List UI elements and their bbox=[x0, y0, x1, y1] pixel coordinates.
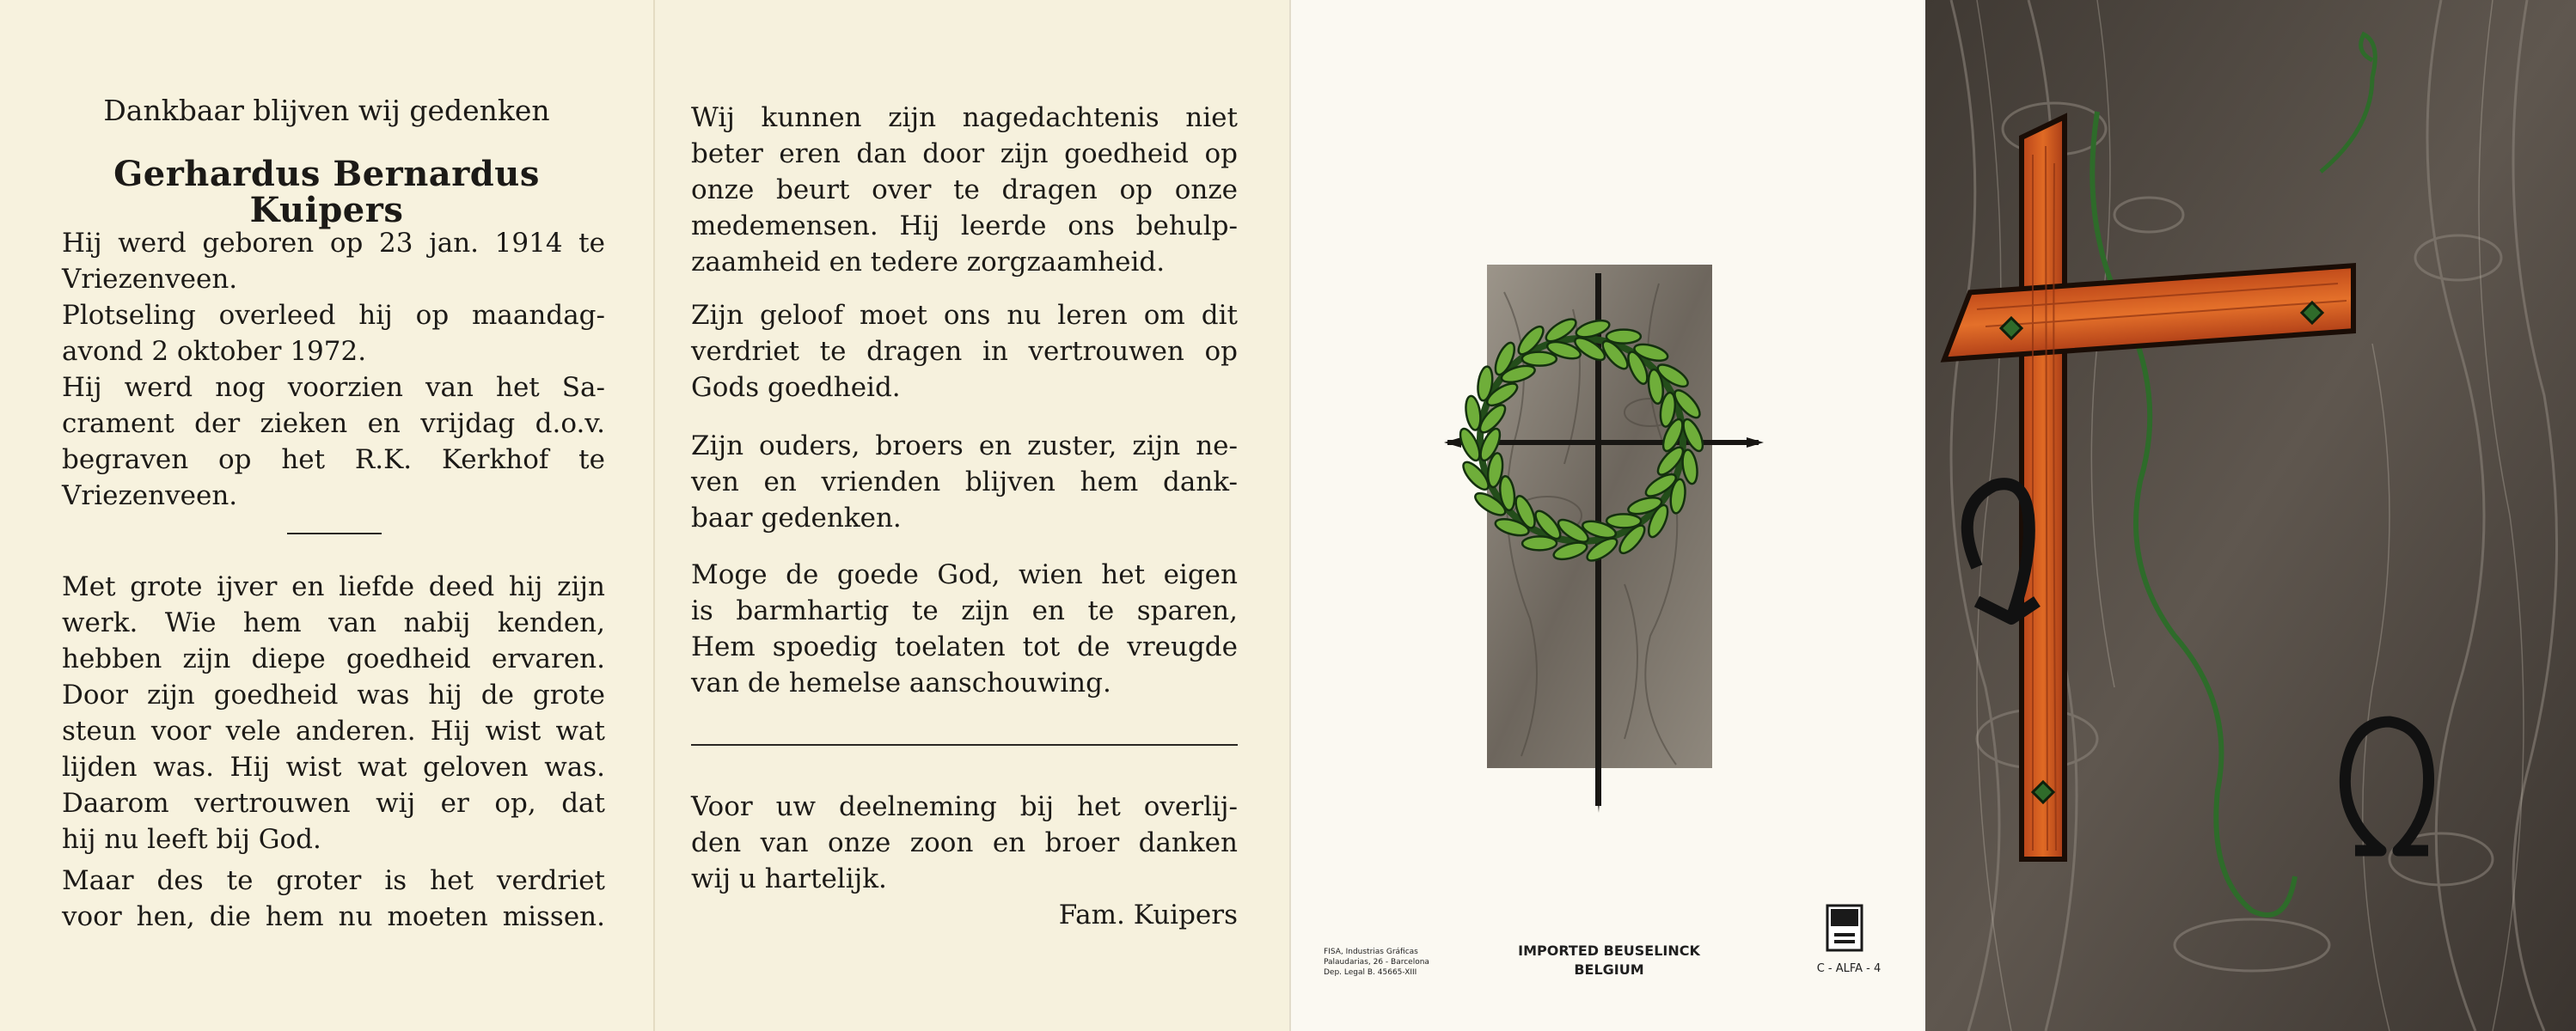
text-line: Zijn geloof moet ons nu leren om dit bbox=[691, 300, 1238, 331]
wooden-cross-alpha-omega bbox=[1925, 0, 2576, 1031]
divider bbox=[691, 744, 1238, 746]
text-line: begraven op het R.K. Kerkhof te bbox=[62, 444, 605, 475]
text-line: Wij kunnen zijn nagedachtenis niet bbox=[691, 102, 1238, 133]
text-line: werk. Wie hem van nabij kenden, bbox=[62, 607, 605, 638]
text-line: crament der zieken en vrijdag d.o.v. bbox=[62, 408, 605, 439]
heading: Dankbaar blijven wij gedenken bbox=[103, 94, 550, 127]
front-cover bbox=[1925, 0, 2576, 1031]
text-line: baar gedenken. bbox=[691, 503, 902, 534]
deceased-name: Gerhardus Bernardus Kuipers bbox=[113, 154, 540, 230]
text-line: Hem spoedig toelaten tot de vreugde bbox=[691, 631, 1238, 662]
middle-page bbox=[653, 0, 1289, 1031]
crown-of-thorns-wreath-on-cross bbox=[1444, 258, 1779, 816]
text-line: lijden was. Hij wist wat geloven was. bbox=[62, 752, 605, 783]
left-page bbox=[0, 0, 653, 1031]
text-line: wij u hartelijk. bbox=[691, 863, 887, 894]
text-line: Plotseling overleed hij op maandag- bbox=[62, 300, 605, 331]
text-line: voor hen, die hem nu moeten missen. bbox=[62, 901, 605, 932]
printer-line: Dep. Legal B. 45665-XIII bbox=[1324, 968, 1417, 977]
wreath-leaf bbox=[1606, 514, 1641, 528]
text-line: avond 2 oktober 1972. bbox=[62, 336, 367, 367]
text-line: Vriezenveen. bbox=[62, 264, 238, 295]
text-line: Met grote ijver en liefde deed hij zijn bbox=[62, 571, 605, 602]
printer-line: Palaudarias, 26 - Barcelona bbox=[1324, 958, 1429, 967]
text-line: Gods goedheid. bbox=[691, 372, 901, 403]
text-line: Vriezenveen. bbox=[62, 480, 238, 511]
text-line: onze beurt over te dragen op onze bbox=[691, 174, 1238, 205]
text-line: Moge de goede God, wien het eigen bbox=[691, 559, 1238, 590]
back-page bbox=[1289, 0, 1925, 1031]
publisher-logo bbox=[1826, 904, 1863, 952]
text-line: hebben zijn diepe goedheid ervaren. bbox=[62, 644, 605, 674]
text-line: Maar des te groter is het verdriet bbox=[62, 865, 605, 896]
printer-line: FISA, Industrias Gráficas bbox=[1324, 948, 1418, 956]
text-line: Voor uw deelneming bij het overlij- bbox=[691, 791, 1238, 822]
import-notice bbox=[1497, 942, 1721, 979]
card-code: C - ALFA - 4 bbox=[1816, 962, 1882, 975]
text-line: den van onze zoon en broer danken bbox=[691, 827, 1238, 858]
text-line: is barmhartig te zijn en te sparen, bbox=[691, 595, 1238, 626]
text-line: Hij werd geboren op 23 jan. 1914 te bbox=[62, 228, 605, 259]
text-line: verdriet te dragen in vertrouwen op bbox=[691, 336, 1238, 367]
divider bbox=[287, 533, 382, 534]
text-line: beter eren dan door zijn goedheid op bbox=[691, 138, 1238, 169]
text-line: hij nu leeft bij God. bbox=[62, 824, 321, 855]
text-line: steun voor vele anderen. Hij wist wat bbox=[62, 716, 605, 747]
text-line: Door zijn goedheid was hij de grote bbox=[62, 680, 605, 711]
signature: Fam. Kuipers bbox=[1058, 900, 1238, 930]
text-line: van de hemelse aanschouwing. bbox=[691, 668, 1111, 699]
text-line: ven en vrienden blijven hem dank- bbox=[691, 467, 1238, 497]
printer-credits bbox=[1324, 947, 1429, 978]
text-line: Hij werd nog voorzien van het Sa- bbox=[62, 372, 605, 403]
import-line: BELGIUM bbox=[1574, 961, 1644, 978]
wreath-leaf bbox=[1522, 536, 1557, 550]
wreath-leaf bbox=[1522, 352, 1557, 366]
text-line: Daarom vertrouwen wij er op, dat bbox=[62, 788, 605, 819]
wreath-leaf bbox=[1606, 330, 1641, 344]
text-line: zaamheid en tedere zorgzaamheid. bbox=[691, 247, 1166, 278]
text-line: medemensen. Hij leerde ons behulp- bbox=[691, 210, 1238, 241]
text-line: Zijn ouders, broers en zuster, zijn ne- bbox=[691, 430, 1238, 461]
import-line: IMPORTED BEUSELINCK bbox=[1518, 943, 1700, 959]
